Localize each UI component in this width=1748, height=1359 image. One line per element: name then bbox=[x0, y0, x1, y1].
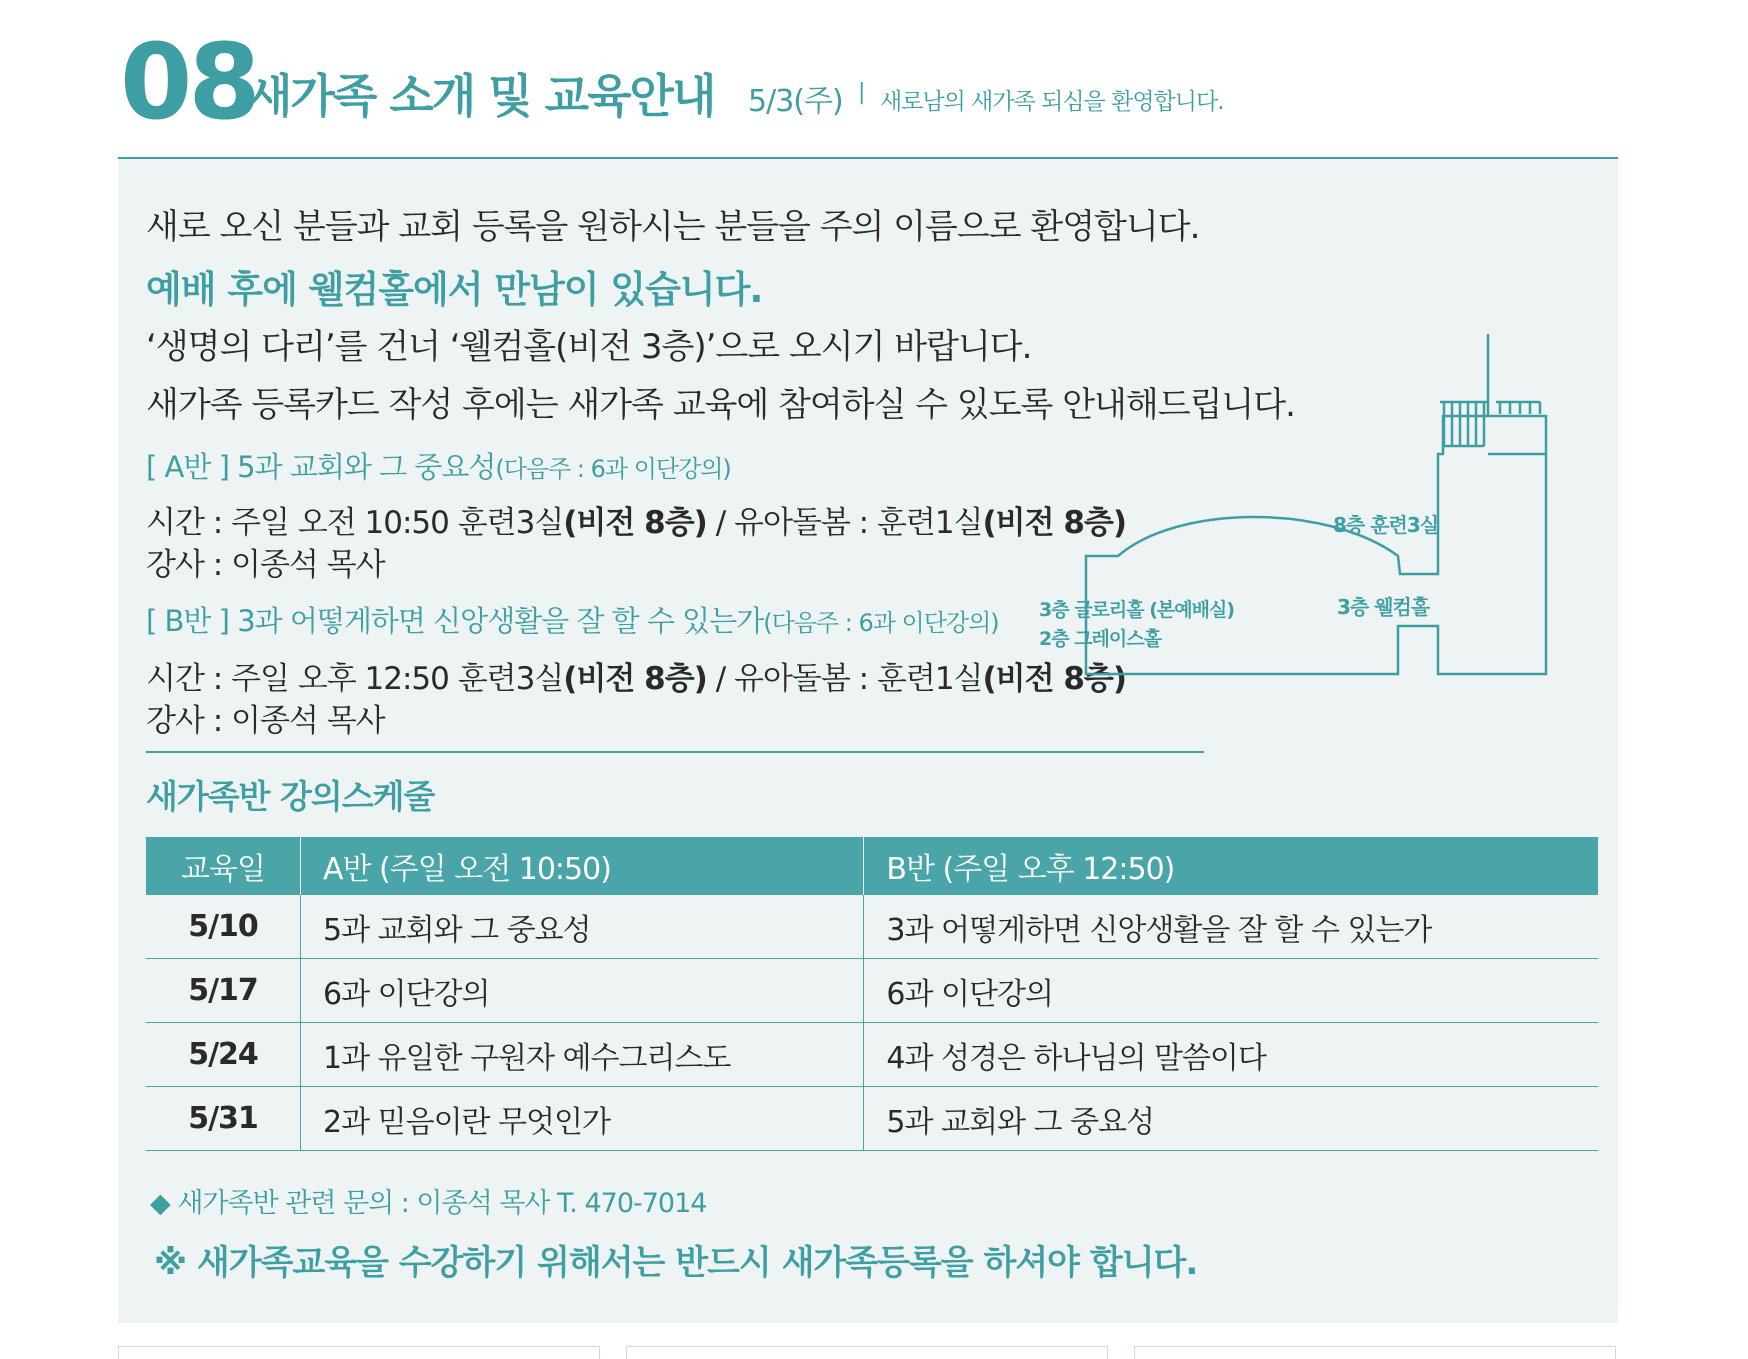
section-number: 08 bbox=[120, 21, 257, 143]
cell-class-a: 2과 믿음이란 무엇인가 bbox=[301, 1087, 864, 1151]
col-header-date: 교육일 bbox=[146, 837, 301, 895]
table-row bbox=[146, 1087, 1598, 1151]
intro-line-4: 새가족 등록카드 작성 후에는 새가족 교육에 참여하실 수 있도록 안내해드립니다. bbox=[146, 385, 1295, 425]
section-title: 새가족 소개 및 교육안내 bbox=[248, 69, 715, 123]
intro-line-1: 새로 오신 분들과 교회 등록을 원하시는 분들을 주의 이름으로 환영합니다. bbox=[146, 207, 1200, 247]
intro-line-3: ‘생명의 다리’를 건너 ‘웰컴홀(비전 3층)’으로 오시기 바랍니다. bbox=[146, 327, 1032, 367]
cell-class-a: 6과 이단강의 bbox=[301, 959, 864, 1023]
floor3-welcome-label: 3층 웰컴홀 bbox=[1337, 595, 1430, 619]
table-row bbox=[146, 1023, 1598, 1087]
col-header-class-a: A반 (주일 오전 10:50) bbox=[301, 837, 864, 895]
intro-highlight: 예배 후에 웰컴홀에서 만남이 있습니다. bbox=[146, 268, 763, 311]
divider bbox=[146, 751, 1204, 753]
cell-class-b: 5과 교회와 그 중요성 bbox=[864, 1087, 1598, 1151]
section-date: 5/3(주) bbox=[748, 84, 843, 119]
class-b-heading bbox=[146, 599, 999, 640]
bottom-box bbox=[118, 1346, 600, 1359]
class-b-time bbox=[146, 653, 1126, 698]
class-b-teacher: 강사 : 이종석 목사 bbox=[146, 703, 385, 739]
class-a-next: (다음주 : 6과 이단강의) bbox=[495, 455, 731, 483]
contact-info: ◆ 새가족반 관련 문의 : 이종석 목사 T. 470-7014 bbox=[150, 1188, 707, 1219]
content-panel bbox=[118, 157, 1618, 1323]
class-a-time-prefix: 시간 : 주일 오전 10:50 훈련3실 bbox=[146, 505, 564, 541]
schedule-title: 새가족반 강의스케줄 bbox=[146, 777, 435, 816]
class-b-time-prefix: 시간 : 주일 오후 12:50 훈련3실 bbox=[146, 661, 564, 697]
header-separator: | bbox=[858, 80, 866, 105]
table-row bbox=[146, 895, 1598, 959]
class-a-time-loc2: (비전 8층) bbox=[982, 505, 1127, 541]
table-row bbox=[146, 959, 1598, 1023]
registration-notice: ※ 새가족교육을 수강하기 위해서는 반드시 새가족등록을 하셔야 합니다. bbox=[154, 1243, 1198, 1283]
class-b-time-mid: / 유아돌봄 : 훈련1실 bbox=[706, 661, 983, 697]
floor2-grace-label: 2층 그레이스홀 bbox=[1039, 628, 1161, 650]
cell-class-b: 6과 이단강의 bbox=[864, 959, 1598, 1023]
cell-date: 5/24 bbox=[146, 1023, 301, 1087]
cell-class-a: 1과 유일한 구원자 예수그리스도 bbox=[301, 1023, 864, 1087]
class-b-time-loc2: (비전 8층) bbox=[982, 661, 1127, 697]
floor3-glory-label: 3층 글로리홀 (본예배실) bbox=[1039, 599, 1235, 621]
table-header-row bbox=[146, 837, 1598, 895]
cell-date: 5/31 bbox=[146, 1087, 301, 1151]
cell-date: 5/10 bbox=[146, 895, 301, 959]
cell-class-b: 4과 성경은 하나님의 말씀이다 bbox=[864, 1023, 1598, 1087]
schedule-table bbox=[146, 837, 1598, 1151]
cell-date: 5/17 bbox=[146, 959, 301, 1023]
class-a-time-loc1: (비전 8층) bbox=[563, 505, 707, 541]
cell-class-b: 3과 어떻게하면 신앙생활을 잘 할 수 있는가 bbox=[864, 895, 1598, 959]
class-b-time-loc1: (비전 8층) bbox=[563, 661, 707, 697]
bottom-box bbox=[1134, 1346, 1616, 1359]
class-a-heading bbox=[146, 445, 731, 486]
floor8-label: 8층 훈련3실 bbox=[1333, 513, 1439, 537]
class-a-time bbox=[146, 497, 1126, 542]
class-b-label: [ B반 ] 3과 어떻게하면 신앙생활을 잘 할 수 있는가 bbox=[146, 604, 764, 638]
col-header-class-b: B반 (주일 오후 12:50) bbox=[864, 837, 1598, 895]
class-b-next: (다음주 : 6과 이단강의) bbox=[763, 609, 999, 637]
bottom-box bbox=[626, 1346, 1108, 1359]
section-subtitle: 새로남의 새가족 되심을 환영합니다. bbox=[880, 89, 1224, 115]
cell-class-a: 5과 교회와 그 중요성 bbox=[301, 895, 864, 959]
class-a-time-mid: / 유아돌봄 : 훈련1실 bbox=[706, 505, 983, 541]
class-a-teacher: 강사 : 이종석 목사 bbox=[146, 547, 385, 583]
section-header bbox=[120, 21, 1620, 150]
class-a-label: [ A반 ] 5과 교회와 그 중요성 bbox=[146, 450, 496, 484]
